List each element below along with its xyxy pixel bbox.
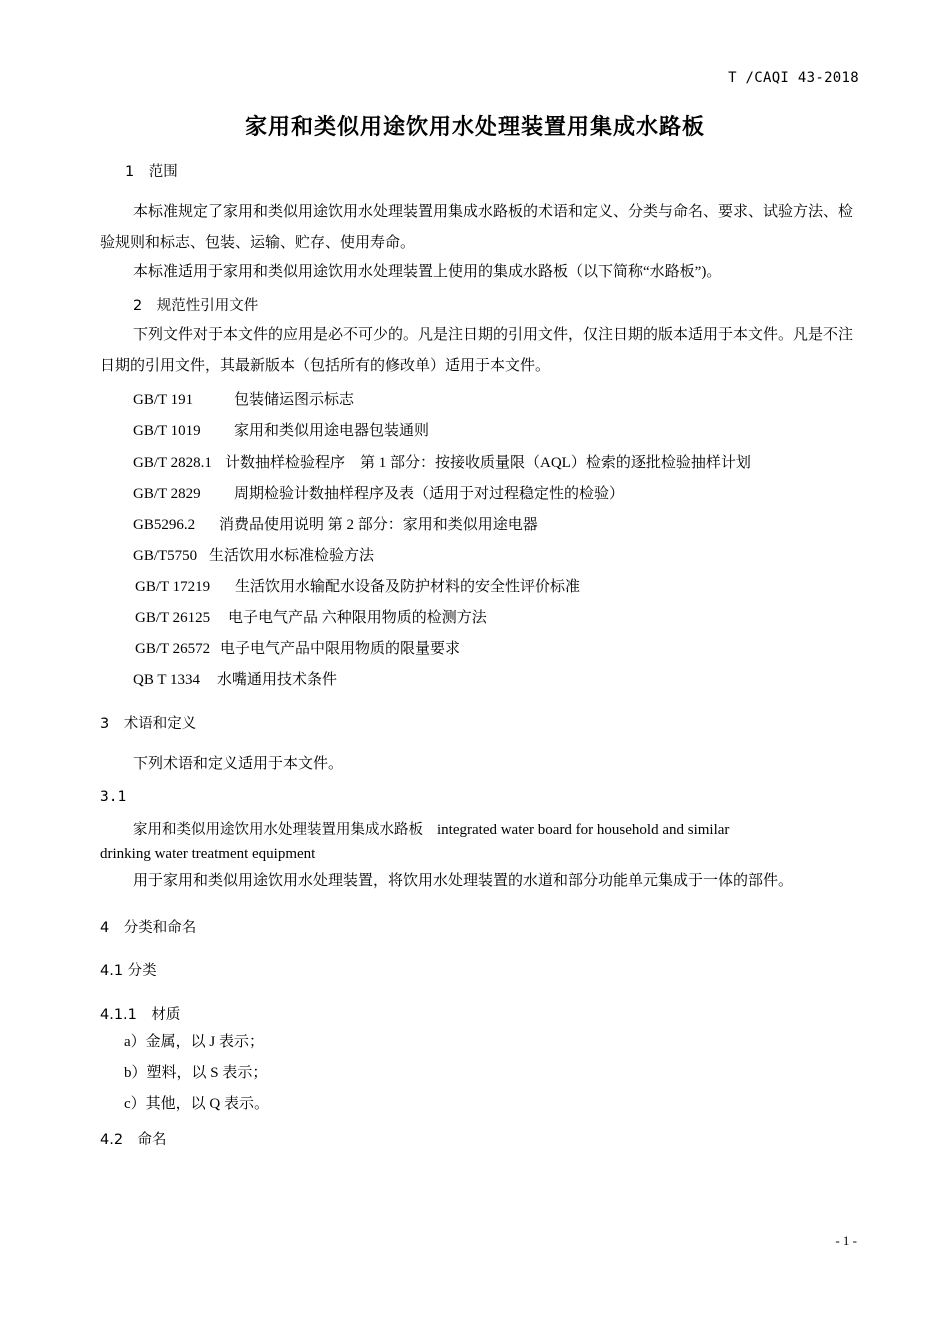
reference-item	[135, 637, 460, 658]
section-1-paragraph-1: 本标准规定了家用和类似用途饮用水处理装置用集成水路板的术语和定义、分类与命名、要求、试验方法、检验规则和标志、包装、运输、贮存、使用寿命。	[100, 204, 854, 251]
reference-title: 生活饮用水标准检验方法	[209, 548, 375, 564]
reference-item	[133, 544, 374, 565]
list-item: b）塑料，以 S 表示；	[124, 1065, 268, 1081]
document-title: 家用和类似用途饮用水处理装置用集成水路板	[244, 115, 705, 140]
page-number: - 1 -	[835, 1233, 857, 1248]
reference-item	[133, 482, 624, 503]
section-1-heading: 1 范围	[125, 164, 178, 180]
reference-code: GB/T 26572	[135, 641, 211, 657]
subsection-4-1-1-heading: 4.1.1 材质	[100, 1007, 181, 1023]
reference-code: GB/T 26125	[135, 610, 211, 626]
term-definition: 用于家用和类似用途饮用水处理装置，将饮用水处理装置的水道和部分功能单元集成于一体的部件。	[133, 873, 794, 889]
subsection-4-1-heading: 4.1 分类	[100, 963, 157, 979]
term-number: 3.1	[100, 789, 127, 805]
reference-code: GB/T 191	[133, 392, 194, 408]
reference-item	[133, 668, 337, 689]
term-chinese: 家用和类似用途饮用水处理装置用集成水路板	[133, 822, 423, 838]
reference-title: 生活饮用水输配水设备及防护材料的安全性评价标准	[235, 579, 581, 595]
subsection-4-2-heading: 4.2 命名	[100, 1132, 167, 1148]
list-item: a）金属，以 J 表示；	[124, 1034, 264, 1050]
term-english-line-2: drinking water treatment equipment	[100, 846, 316, 862]
reference-item	[135, 575, 580, 596]
term-english-line-1: integrated water board for household and similar	[437, 822, 730, 838]
reference-code: GB/T 2828.1	[133, 455, 212, 471]
reference-item	[133, 388, 354, 409]
reference-item	[133, 513, 538, 534]
reference-title: 电子电气产品 六种限用物质的检测方法	[228, 610, 487, 626]
reference-title: 电子电气产品中限用物质的限量要求	[220, 641, 461, 657]
section-2-heading: 2 规范性引用文件	[133, 298, 259, 314]
reference-title: 消费品使用说明 第 2 部分：家用和类似用途电器	[219, 517, 538, 533]
section-1-paragraph-2: 本标准适用于家用和类似用途饮用水处理装置上使用的集成水路板（以下简称“水路板”)。	[133, 264, 722, 280]
document-id: T /CAQI 43-2018	[728, 70, 859, 86]
section-3-heading: 3 术语和定义	[100, 716, 197, 732]
reference-item	[133, 451, 751, 472]
reference-title: 周期检验计数抽样程序及表（适用于对过程稳定性的检验）	[234, 486, 625, 502]
reference-title: 计数抽样检验程序 第 1 部分：按接收质量限（AQL）检索的逐批检验抽样计划	[225, 455, 751, 471]
term-heading	[133, 818, 729, 839]
section-2-paragraph-1: 下列文件对于本文件的应用是必不可少的。凡是注日期的引用文件，仅注日期的版本适用于本文件。凡是不注日期的引用文件，其最新版本（包括所有的修改单）适用于本文件。	[100, 327, 854, 374]
reference-item	[135, 606, 487, 627]
section-4-heading: 4 分类和命名	[100, 920, 197, 936]
reference-code: QB T 1334	[133, 672, 200, 688]
section-3-paragraph-1: 下列术语和定义适用于本文件。	[133, 756, 344, 772]
reference-code: GB/T5750	[133, 548, 198, 564]
list-item: c）其他，以 Q 表示。	[124, 1096, 269, 1112]
reference-code: GB5296.2	[133, 517, 196, 533]
reference-code: GB/T 1019	[133, 423, 201, 439]
reference-item	[133, 419, 429, 440]
reference-title: 家用和类似用途电器包装通则	[234, 423, 430, 439]
reference-title: 水嘴通用技术条件	[217, 672, 338, 688]
reference-code: GB/T 17219	[135, 579, 211, 595]
reference-code: GB/T 2829	[133, 486, 201, 502]
reference-title: 包装储运图示标志	[234, 392, 355, 408]
